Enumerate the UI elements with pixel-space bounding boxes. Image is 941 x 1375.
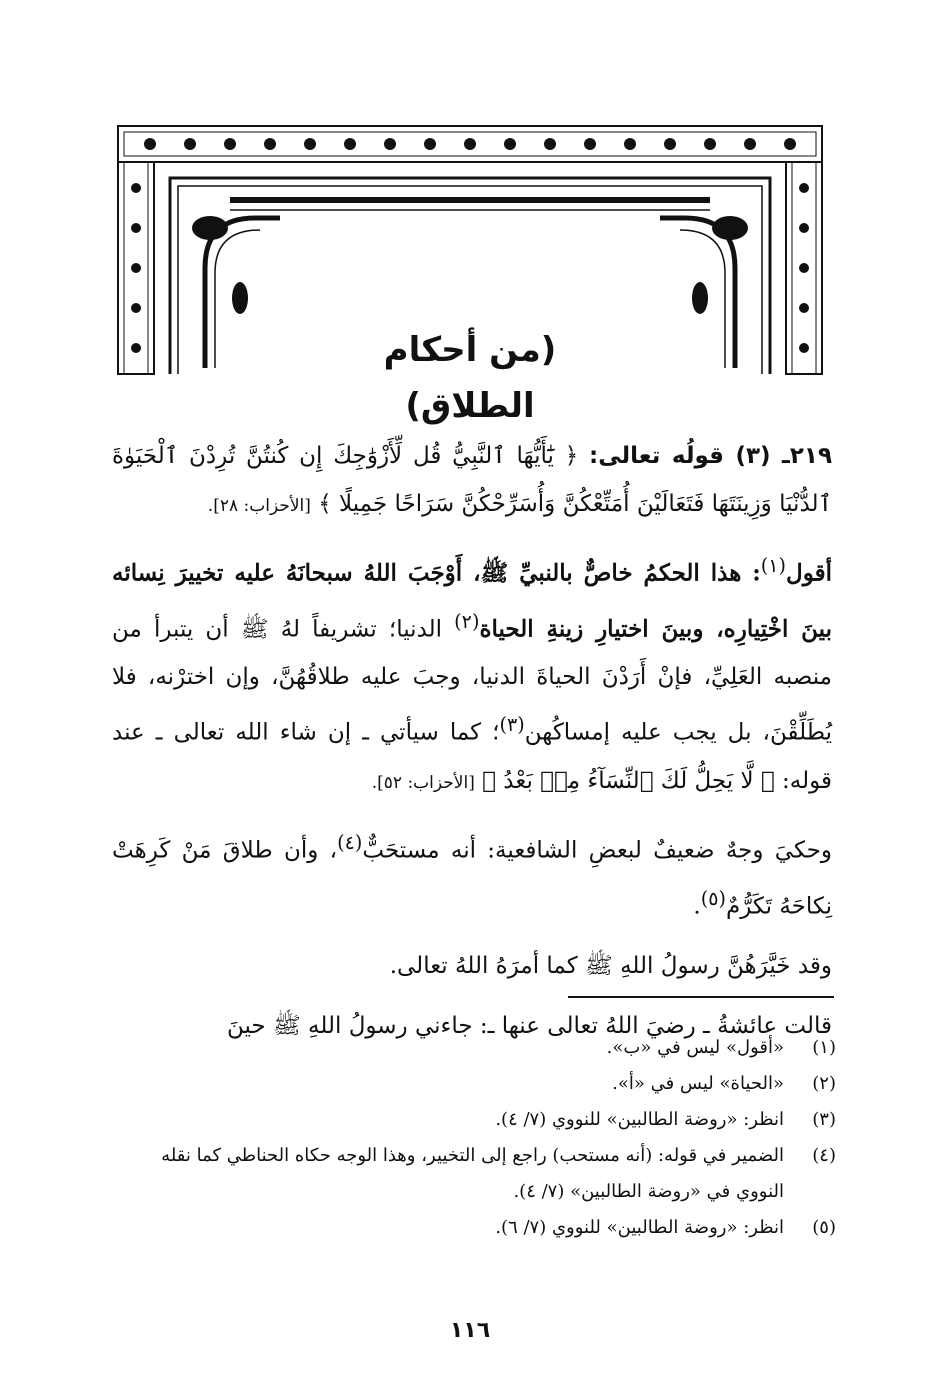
footnote-mark-1: (١) <box>760 554 787 577</box>
commentary-text-3: ؛ كما سيأتي ـ إن شاء الله تعالى ـ عند قوله: <box>112 719 832 794</box>
commentary-text-1: : هذا الحكمُ خاصٌّ بالنبيِّ ﷺ، أَوْجَبَ اللهُ سبحانَهُ عليه تخييرَ نِسائه بينَ اخْتِيارِه، وبينَ اختيارِ زينةِ الحياة <box>112 559 832 643</box>
commentary-lead: أقول <box>786 559 832 587</box>
paragraph-verse-219 <box>112 432 832 530</box>
page-number: ١١٦ <box>449 1318 491 1343</box>
quran-verse: ﴿ يَٰٓأَيُّهَا ٱلنَّبِيُّ قُل لِّأَزْوَٰجِكَ إِن كُنتُنَّ تُرِدْنَ ٱلْحَيَوٰةَ ٱلدُّنْيَا وَزِينَتَهَا فَتَعَالَيْنَ أُمَتِّعْكُنَّ وَأُسَرِّحْكُنَّ سَرَاحًا جَمِيلًا ﴾ <box>112 443 832 517</box>
paragraph-commentary <box>112 542 832 807</box>
paragraph-aisha: قالت عائشةُ ـ رضيَ اللهُ تعالى عنها ـ: جاءني رسولُ اللهِ ﷺ حينَ <box>226 1013 832 1040</box>
footnote-number: (٢) <box>812 1073 836 1094</box>
footnote-mark-4: (٤) <box>337 830 363 854</box>
entry-lead: ٢١٩ـ (٣) قولُه تعالى: <box>589 443 833 469</box>
main-text <box>112 432 832 1062</box>
footnote <box>112 1138 836 1210</box>
footnote-mark-2: (٢) <box>454 609 480 633</box>
footnote-text: «الحياة» ليس في «أ». <box>612 1073 784 1094</box>
paragraph-shafii-view <box>112 819 832 930</box>
footnote-number: (٣) <box>812 1109 836 1130</box>
shafii-text-2: ، وأن طلاقَ مَنْ كَرِهَتْ نِكاحَهُ تَكَرُّمٌ <box>112 837 832 920</box>
footnotes <box>112 1030 836 1246</box>
footnote-text: انظر: «روضة الطالبين» للنووي (٧/ ٦). <box>495 1217 784 1238</box>
quran-verse-2: ﴿ لَّا يَحِلُّ لَكَ ٱلنِّسَآءُ مِنۢ بَعْدُ ﴾ <box>482 767 775 794</box>
footnote-mark-5: (٥) <box>700 886 726 910</box>
footnote <box>112 1210 836 1246</box>
footnote-number: (١) <box>812 1037 836 1058</box>
footnote <box>112 1030 836 1066</box>
verse-reference: [الأحزاب: ٢٨]. <box>207 496 311 516</box>
shafii-text-1: وحكيَ وجهٌ ضعيفٌ لبعضِ الشافعية: أنه مستحَبٌّ <box>362 837 832 864</box>
footnote-number: (٥) <box>812 1217 836 1238</box>
footnote <box>112 1102 836 1138</box>
footnote-text: «أقول» ليس في «ب». <box>606 1037 784 1058</box>
footnote <box>112 1066 836 1102</box>
footnote-text: انظر: «روضة الطالبين» للنووي (٧/ ٤). <box>495 1109 784 1130</box>
page-title: (من أحكام الطلاق) <box>330 322 610 378</box>
commentary-text-2: الدنيا؛ تشريفاً لهُ ﷺ أن يتبرأ من منصبه العَلِيِّ، فإنْ أَرَدْنَ الحياةَ الدنيا، وجبَ عليه طلاقُهُنَّ، وإن اخترْنه، فلا يُطَلِّقْنَ، بل يجب عليه إمساكُهن <box>112 616 832 746</box>
footnote-mark-3: (٣) <box>499 713 525 737</box>
verse-reference-2: [الأحزاب: ٥٢]. <box>371 772 475 793</box>
paragraph-choice: وقد خَيَّرَهُنَّ رسولُ اللهِ ﷺ كما أمرَهُ اللهُ تعالى. <box>389 953 832 980</box>
footnote-number: (٤) <box>812 1145 836 1166</box>
shafii-text-3: . <box>693 893 701 920</box>
footnote-text: الضمير في قوله: (أنه مستحب) راجع إلى التخيير، وهذا الوجه حكاه الحناطي كما نقله النووي في «روضة الطالبين» (٧/ ٤). <box>161 1145 784 1202</box>
footnote-separator <box>568 996 834 998</box>
